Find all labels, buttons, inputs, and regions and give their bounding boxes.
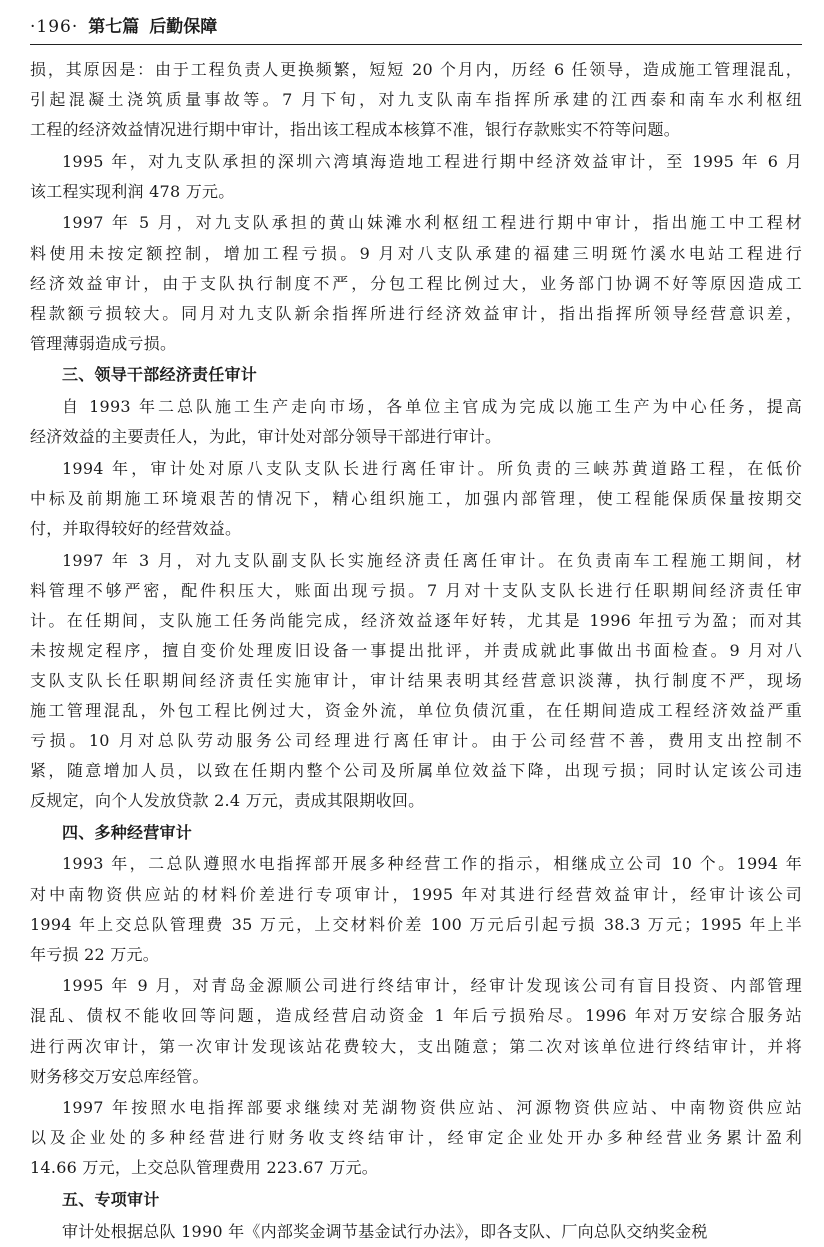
text-line: 引起混凝土浇筑质量事故等。7 月下旬，对九支队南车指挥所承建的江西泰和南车水利枢纽 (30, 90, 802, 110)
text-line: 计。在任期间，支队施工任务尚能完成，经济效益逐年好转，尤其是 1996 年扭亏为盈；而对其 (30, 610, 802, 630)
text-line: 料使用未按定额控制，增加工程亏损。9 月对八支队承建的福建三明斑竹溪水电站工程进行 (30, 243, 802, 263)
paragraph (30, 208, 802, 358)
text-line: 1995 年，对九支队承担的深圳六湾填海造地工程进行期中经济效益审计，至 1995 年 6 月 (62, 151, 802, 171)
text-line: 中标及前期施工环境艰苦的情况下，精心组织施工，加强内部管理，使工程能保质保量按期交 (30, 488, 802, 508)
running-header (30, 14, 802, 45)
text-line: 损，其原因是：由于工程负责人更换频繁，短短 20 个月内，历经 6 任领导，造成施工管理混乱， (30, 60, 802, 79)
section-title: 后勤保障 (149, 17, 218, 37)
text-line: 付，并取得较好的经营效益。 (30, 518, 242, 538)
text-line: 对中南物资供应站的材料价差进行专项审计，1995 年对其进行经营效益审计，经审计该公司 (30, 884, 802, 904)
section-heading: 四、多种经营审计 (62, 822, 193, 842)
text-line: 1997 年按照水电指挥部要求继续对芜湖物资供应站、河源物资供应站、中南物资供应站 (62, 1098, 802, 1118)
text-line: 财务移交万安总库经管。 (30, 1066, 209, 1086)
text-line: 经济效益的主要责任人，为此，审计处对部分领导干部进行审计。 (30, 427, 502, 447)
text-line: 未按规定程序，擅自变价处理废旧设备一事提出批评，并责成就此事做出书面检查。9 月对八 (30, 640, 802, 660)
part-label: 第七篇 (88, 17, 140, 37)
section-heading: 三、领导干部经济责任审计 (62, 365, 258, 385)
text-line: 1995 年 9 月，对青岛金源顺公司进行终结审计，经审计发现该公司有盲目投资、内部管理 (62, 976, 802, 996)
paragraph (30, 1217, 802, 1247)
text-line: 1997 年 3 月，对九支队副支队长实施经济责任离任审计。在负责南车工程施工期间，材 (62, 550, 802, 570)
text-line: 年亏损 22 万元。 (30, 944, 160, 964)
paragraph (30, 971, 802, 1091)
text-line: 1994 年，审计处对原八支队支队长进行离任审计。所负责的三峡苏黄道路工程，在低价 (62, 458, 802, 478)
section-heading: 五、专项审计 (62, 1189, 160, 1209)
paragraph (30, 392, 802, 452)
text-line: 紧，随意增加人员，以致在任期内整个公司及所属单位效益下降，出现亏损；同时认定该公司违 (30, 761, 802, 781)
body-text (30, 55, 802, 1247)
text-line: 管理薄弱造成亏损。 (30, 333, 177, 353)
text-line: 进行两次审计，第一次审计发现该站花费较大，支出随意；第二次对该单位进行终结审计，并将 (30, 1036, 802, 1056)
paragraph (30, 546, 802, 817)
text-line: 施工管理混乱，外包工程比例过大，资金外流，单位负债沉重，在任期间造成工程经济效益严重 (30, 700, 802, 720)
document-page (30, 14, 802, 1241)
text-line: 1994 年上交总队管理费 35 万元，上交材料价差 100 万元后引起亏损 38.3 万元；1995 年上半 (30, 914, 802, 934)
text-line: 审计处根据总队 1990 年《内部奖金调节基金试行办法》，即各支队、厂向总队交纳奖金税 (62, 1221, 708, 1241)
text-line: 自 1993 年二总队施工生产走向市场，各单位主官成为完成以施工生产为中心任务，提高 (62, 397, 802, 417)
paragraph (30, 454, 802, 544)
text-line: 1997 年 5 月，对九支队承担的黄山妹滩水利枢纽工程进行期中审计，指出施工中工程材 (62, 213, 802, 233)
text-line: 以及企业处的多种经营进行财务收支终结审计，经审定企业处开办多种经营业务累计盈利 (30, 1128, 802, 1148)
text-line: 反规定，向个人发放贷款 2.4 万元，责成其限期收回。 (30, 791, 425, 811)
text-line: 经济效益审计，由于支队执行制度不严，分包工程比例过大，业务部门协调不好等原因造成工 (30, 273, 802, 293)
paragraph (30, 55, 802, 145)
text-line: 1993 年，二总队遵照水电指挥部开展多种经营工作的指示，相继成立公司 10 个。1994 年 (62, 854, 802, 874)
paragraph (30, 849, 802, 969)
text-line: 该工程实现利润 478 万元。 (30, 181, 235, 201)
text-line: 亏损。10 月对总队劳动服务公司经理进行离任审计。由于公司经营不善，费用支出控制不 (30, 731, 802, 751)
paragraph (30, 1093, 802, 1183)
text-line: 工程的经济效益情况进行期中审计，指出该工程成本核算不准，银行存款账实不符等问题。 (30, 120, 681, 140)
text-line: 14.66 万元，上交总队管理费用 223.67 万元。 (30, 1158, 379, 1178)
text-line: 程款额亏损较大。同月对九支队新余指挥所进行经济效益审计，指出指挥所领导经营意识差， (30, 303, 802, 323)
text-line: 混乱、债权不能收回等问题，造成经营启动资金 1 年后亏损殆尽。1996 年对万安综合服务站 (30, 1006, 802, 1026)
page-number: ·196· (30, 17, 79, 37)
text-line: 料管理不够严密，配件积压大，账面出现亏损。7 月对十支队支队长进行任职期间经济责任审 (30, 580, 802, 600)
paragraph (30, 147, 802, 207)
text-line: 支队支队长任职期间经济责任实施审计，审计结果表明其经营意识淡薄，执行制度不严，现场 (30, 670, 802, 690)
